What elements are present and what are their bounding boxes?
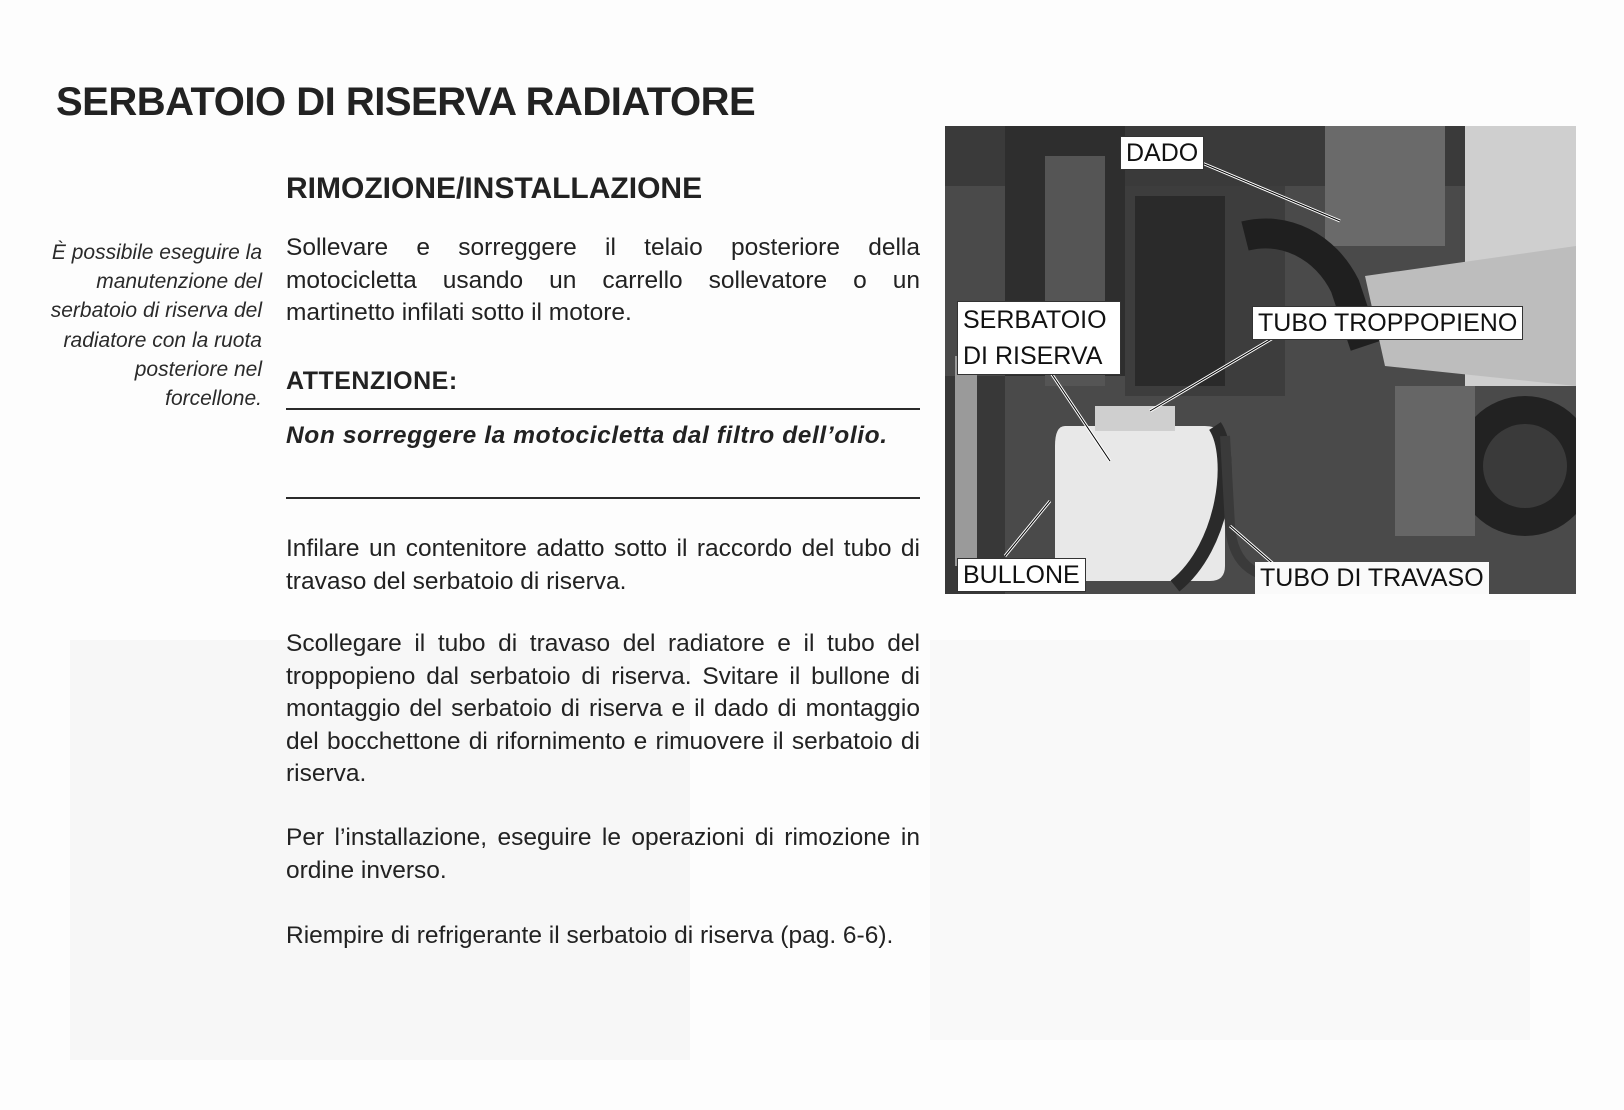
- divider: [286, 408, 920, 410]
- label-bullone: BULLONE: [957, 558, 1086, 592]
- warning-text: Non sorreggere la motocicletta dal filtro dell’olio.: [286, 422, 888, 449]
- section-title: RIMOZIONE/INSTALLAZIONE: [286, 172, 703, 205]
- reservoir-photo: [945, 126, 1576, 594]
- instruction-paragraph: Infilare un contenitore adatto sotto il raccordo del tubo di travaso del serbatoio di riserva.: [286, 535, 920, 595]
- instruction-paragraph: Scollegare il tubo di travaso del radiatore e il tubo del troppopieno dal serbatoio di riserva. Svitare il bullone di montaggio del serbatoio di riserva e il dado di montaggio del bocchettone di rifornimento e rimuovere il serbatoio di riserva.: [286, 630, 920, 787]
- label-dado: DADO: [1120, 136, 1204, 170]
- instruction-paragraph: Sollevare e sorreggere il telaio posteriore della motocicletta usando un carrello sollevatore o un martinetto infilati sotto il motore.: [286, 234, 920, 326]
- instruction-paragraph: Per l’installazione, eseguire le operazioni di rimozione in ordine inverso.: [286, 824, 920, 884]
- warning-label: ATTENZIONE:: [286, 367, 458, 395]
- instruction-paragraph: Riempire di refrigerante il serbatoio di riserva (pag. 6-6).: [286, 922, 894, 949]
- divider: [286, 497, 920, 499]
- label-serbatoio: SERBATOIO DI RISERVA: [957, 301, 1121, 375]
- page-title: SERBATOIO DI RISERVA RADIATORE: [56, 80, 756, 124]
- label-tubo-troppopieno: TUBO TROPPOPIENO: [1252, 306, 1523, 340]
- label-tubo-travaso: TUBO DI TRAVASO: [1255, 562, 1489, 594]
- bleed-through-area: [930, 640, 1530, 1040]
- side-note: È possibile eseguire la manutenzione del serbatoio di riserva del radiatore con la ruota posteriore nel forcellone.: [50, 241, 262, 411]
